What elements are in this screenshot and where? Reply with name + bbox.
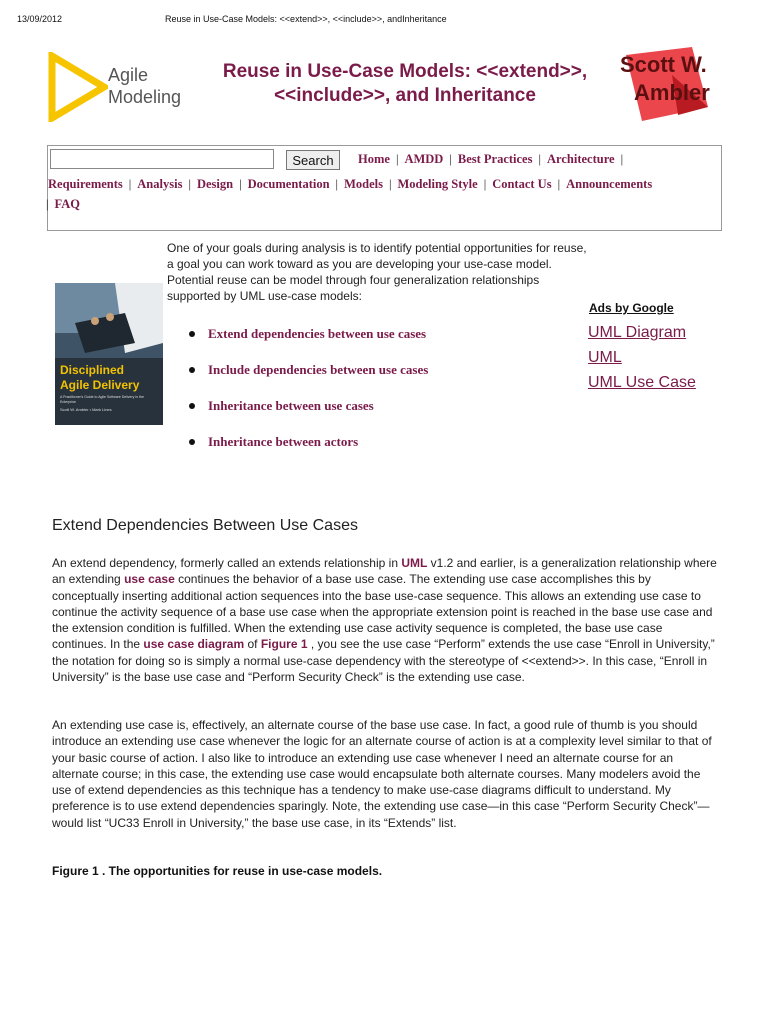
- list-item-extend[interactable]: Extend dependencies between use cases: [188, 326, 548, 362]
- page-title-line2: <<include>>, and Inheritance: [274, 85, 536, 106]
- nav-link-best-practices[interactable]: Best Practices: [457, 152, 533, 166]
- text-run: An extend dependency, formerly called an extends relationship in: [52, 556, 402, 570]
- text-run: , you see the use case “Perform” extends the use case “Enroll in University,” the notation for doing so is simply a normal use-case dependency with the stereotype of <<extend>>. In this case, “Enroll in University” is the base use case and “Perform Security Check” is the extending use case.: [52, 637, 715, 685]
- nav-link-home[interactable]: Home: [358, 152, 390, 166]
- nav-separator: |: [335, 177, 339, 191]
- figure-caption: Figure 1 . The opportunities for reuse in use-case models.: [52, 864, 383, 878]
- nav-separator: |: [388, 177, 392, 191]
- book-title-line2: Agile Delivery: [60, 378, 140, 392]
- text-run: of: [244, 637, 261, 652]
- nav-separator: |: [46, 197, 49, 211]
- nav-separator: |: [395, 152, 399, 166]
- intro-paragraph: One of your goals during analysis is to identify potential opportunities for reuse, a goal you can work toward as you are developing your use-case model. Potential reuse can be model through four generalization relationships supported by UML use-case models:: [167, 241, 587, 303]
- book-subtitle: A Practitioner's Guide to Agile Software Delivery in the Enterprise: [60, 395, 144, 404]
- nav-link-faq[interactable]: FAQ: [54, 197, 80, 211]
- search-button[interactable]: Search: [286, 150, 340, 170]
- nav-link-announcements[interactable]: Announcements: [566, 177, 653, 191]
- triangle-logo-icon: [48, 52, 108, 122]
- list-item-inherit-actors[interactable]: Inheritance between actors: [188, 434, 548, 470]
- book-title-line1: Disciplined: [60, 363, 125, 377]
- page-title: [205, 60, 605, 108]
- nav-link-analysis[interactable]: Analysis: [137, 177, 183, 191]
- logo-word-agile: Agile: [108, 65, 149, 85]
- list-item-inherit-use-cases[interactable]: Inheritance between use cases: [188, 398, 548, 434]
- ad-link-uml-diagram[interactable]: UML Diagram: [588, 324, 687, 341]
- ads-title[interactable]: Ads by Google: [589, 301, 674, 315]
- print-title: Reuse in Use-Case Models: <<extend>>, <<include>>, andInheritance: [165, 14, 447, 24]
- section-heading: Extend Dependencies Between Use Cases: [52, 517, 358, 534]
- page-title-line1: Reuse in Use-Case Models: <<extend>>,: [222, 61, 588, 82]
- nav-separator: |: [483, 177, 487, 191]
- text-run: continues the behavior of a base use case. The extending use case accomplishes this by conceptually inserting additional action sequences into the base use-case sequence. This allows an extending use case to continue the activity sequence of a base use case when the appropriate extension point is reached in the base use case and the extension condition is fulfilled. When the extending use case activity sequence is completed, the base use case continues. In the: [52, 572, 713, 652]
- link-use-case-diagram[interactable]: use case diagram: [143, 637, 245, 652]
- nav-row-1: [358, 152, 629, 167]
- link-use-case[interactable]: use case: [124, 572, 175, 587]
- search-input[interactable]: [50, 149, 274, 169]
- nav-separator: |: [557, 177, 561, 191]
- logo-name-line1: Scott W.: [620, 52, 707, 77]
- logo-word-modeling: Modeling: [108, 87, 182, 107]
- nav-separator: |: [188, 177, 191, 191]
- nav-link-requirements[interactable]: Requirements: [48, 177, 123, 191]
- ad-link-uml[interactable]: UML: [588, 349, 622, 366]
- nav-separator: |: [128, 177, 132, 191]
- scott-ambler-logo[interactable]: [612, 45, 722, 125]
- nav-row-3: [46, 197, 80, 212]
- book-authors: Scott W. Ambler • Mark Lines: [60, 407, 112, 412]
- nav-link-design[interactable]: Design: [196, 177, 234, 191]
- nav-separator: |: [538, 152, 541, 166]
- nav-separator: |: [620, 152, 624, 166]
- logo-name-line2: Ambler: [634, 80, 710, 105]
- list-item-include[interactable]: Include dependencies between use cases: [188, 362, 548, 398]
- nav-link-architecture[interactable]: Architecture: [547, 152, 615, 166]
- paragraph-alternate-course: An extending use case is, effectively, an alternate course of the base use case. In fact, a good rule of thumb is you should introduce an extending use case whenever the logic for an alternate course of action is at a complexity level similar to that of your basic course of action. I also like to introduce an extending use case whenever I need an alternate course for an alternate course; in this case, the extending use case would encapsulate both alternate courses. Many modelers avoid the use of extend dependencies as this technique has a tendency to make use-case diagrams difficult to understand. My preference is to use extend dependencies sparingly. Note, the extending use case—in this case “Perform Security Check”—would list “UC33 Enroll in University,” the base use case, in its “Extends” list.: [52, 718, 712, 830]
- paragraph-extend-definition: [52, 555, 720, 685]
- reuse-types-list: [188, 326, 548, 470]
- agile-modeling-logo[interactable]: [48, 50, 208, 120]
- ad-link-uml-use-case[interactable]: UML Use Case: [588, 374, 696, 391]
- nav-link-models[interactable]: Models: [344, 177, 383, 191]
- nav-link-documentation[interactable]: Documentation: [247, 177, 330, 191]
- book-cover-image[interactable]: [55, 283, 163, 425]
- nav-separator: |: [239, 177, 242, 191]
- nav-separator: |: [449, 152, 452, 166]
- link-figure-1[interactable]: Figure 1: [260, 637, 308, 652]
- nav-link-modeling-style[interactable]: Modeling Style: [397, 177, 478, 191]
- nav-link-amdd[interactable]: AMDD: [404, 152, 444, 166]
- nav-link-contact-us[interactable]: Contact Us: [492, 177, 552, 191]
- nav-row-2: [48, 177, 652, 192]
- text-run: v1.2 and earlier, is a generalization relationship where an extending: [52, 556, 717, 587]
- link-uml[interactable]: UML: [401, 556, 428, 570]
- print-date: 13/09/2012: [17, 14, 63, 24]
